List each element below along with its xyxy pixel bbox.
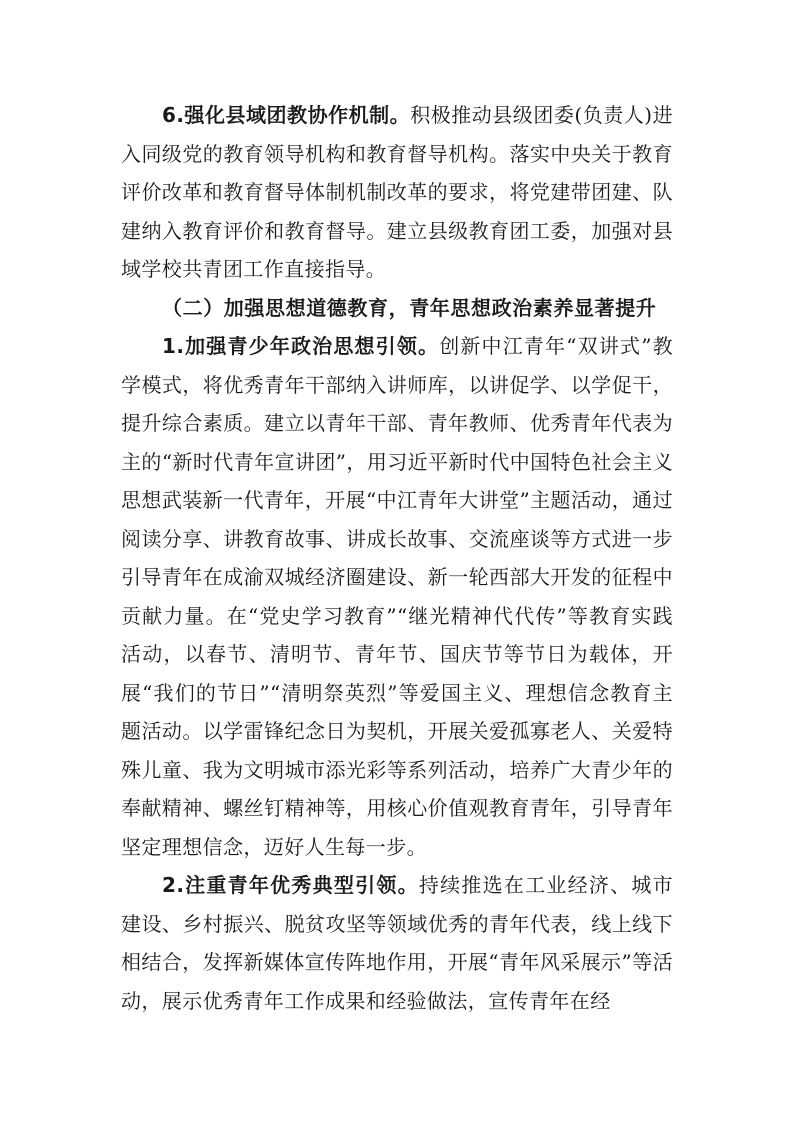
paragraph-text: 持续推选在工业经济、城市建设、乡村振兴、脱贫攻坚等领域优秀的青年代表，线上线下相结合，发挥新媒体宣传阵地作用，开展“青年风采展示”等活动，展示优秀青年工作成果和经验做法，宣传青年在经 (121, 873, 673, 1013)
paragraph-role-models (121, 866, 673, 1020)
paragraph-lead: 2.注重青年优秀典型引领。 (162, 873, 419, 897)
paragraph-political-guidance (121, 327, 673, 866)
paragraph-lead: 6.强化县域团教协作机制。 (162, 103, 411, 127)
paragraph-text: 积极推动县级团委(负责人)进入同级党的教育领导机构和教育督导机构。落实中央关于教育评价改革和教育督导体制机制改革的要求，将党建带团建、队建纳入教育评价和教育督导。建立县级教育团工委，加强对县域学校共青团工作直接指导。 (121, 103, 673, 281)
section-heading: （二）加强思想道德教育，青年思想政治素养显著提升 (162, 295, 657, 320)
paragraph-text: 创新中江青年“双讲式”教学模式，将优秀青年干部纳入讲师库，以讲促学、以学促干，提升综合素质。建立以青年干部、青年教师、优秀青年代表为主的“新时代青年宣讲团”，用习近平新时代中国特色社会主义思想武装新一代青年，开展“中江青年大讲堂”主题活动，通过阅读分享、讲教育故事、讲成长故事、交流座谈等方式进一步引导青年在成渝双城经济圈建设、新一轮西部大开发的征程中贡献力量。在“党史学习教育”“继光精神代代传”等教育实践活动，以春节、清明节、青年节、国庆节等节日为载体，开展“我们的节日”“清明祭英烈”等爱国主义、理想信念教育主题活动。以学雷锋纪念日为契机，开展关爱孤寡老人、关爱特殊儿童、我为文明城市添光彩等系列活动，培养广大青少年的奉献精神、螺丝钉精神等，用核心价值观教育青年，引导青年坚定理想信念，迈好人生每一步。 (121, 334, 673, 859)
document-body (121, 96, 673, 1020)
paragraph-county-coordination (121, 96, 673, 289)
paragraph-lead: 1.加强青少年政治思想引领。 (162, 334, 440, 358)
